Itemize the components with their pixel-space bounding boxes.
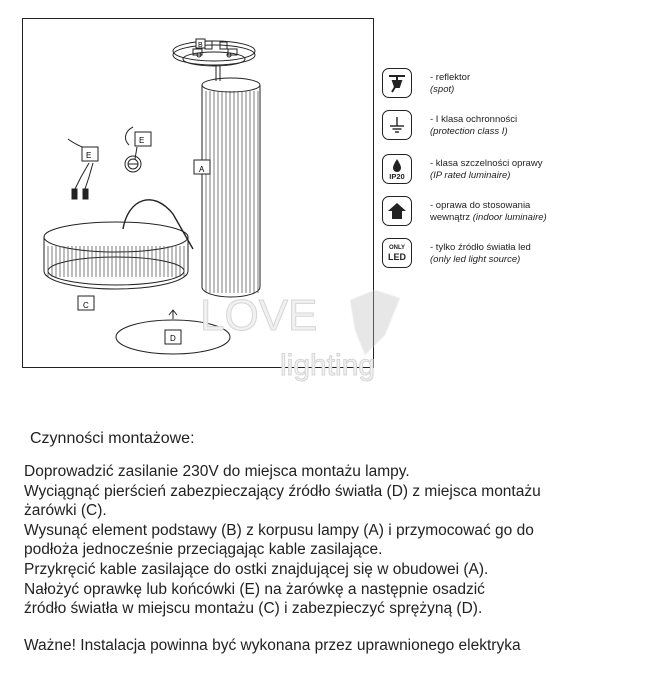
instruction-line: żarówki (C).	[24, 502, 107, 520]
instruction-line: Przykręcić kable zasilające do ostki znajdującej się w obudowei (A).	[24, 560, 489, 578]
label-a: A	[199, 165, 205, 174]
ip20-label: IP20	[389, 172, 405, 181]
connector-e-wires	[68, 139, 98, 199]
important-note: Ważne! Instalacja powinna być wykonana przez uprawnionego elektryka	[24, 636, 521, 654]
instruction-line: podłoża jednocześnie przeciągając kable zasilające.	[24, 541, 383, 559]
legend-led-pl: - tylko źródło światła led	[430, 242, 531, 253]
legend-ip-en: (IP rated luminaire)	[430, 170, 511, 181]
ground-protection-icon	[382, 110, 412, 140]
legend-row-protection	[380, 110, 640, 144]
instruction-line: Nałożyć oprawkę lub końcówki (E) na żarówkę a następnie osadzić	[24, 580, 485, 598]
instruction-line: Wysunąć element podstawy (B) z korpusu lampy (A) i przymocować go do	[24, 521, 534, 539]
label-c: C	[83, 301, 89, 310]
instruction-line: Wyciągnąć pierścień zabezpieczający źródło światła (D) z miejsca montażu	[24, 482, 541, 500]
instructions-heading: Czynności montażowe:	[30, 430, 195, 447]
installation-instructions	[24, 430, 634, 655]
label-d: D	[170, 334, 176, 343]
legend-indoor-en: (indoor luminaire)	[472, 212, 547, 223]
watermark-lighting: lighting	[280, 349, 376, 382]
label-e1: E	[86, 151, 92, 160]
only-led-icon	[382, 238, 412, 268]
legend-indoor-pl: - oprawa do stosowania	[430, 200, 531, 211]
legend-led-en: (only led light source)	[430, 254, 521, 265]
instruction-line: źródło światła w miejscu montażu (C) i zabezpieczyć sprężyną (D).	[24, 600, 483, 618]
label-b: B	[198, 42, 203, 49]
connector-e-socket	[125, 127, 151, 172]
legend-row-spot	[380, 68, 640, 102]
legend-ip-pl: - klasa szczelności oprawy	[430, 158, 543, 169]
instruction-line: Doprowadzić zasilanie 230V do miejsca montażu lampy.	[24, 463, 410, 480]
mounting-base-b	[173, 39, 255, 81]
legend-spot-en: (spot)	[430, 84, 455, 95]
ring-fixture-c	[44, 222, 188, 310]
legend-indoor-pl2: wewnątrz	[430, 212, 471, 223]
only-led-top: ONLY	[388, 244, 406, 251]
label-e2: E	[139, 136, 145, 145]
indoor-house-icon	[382, 196, 412, 226]
legend-row-led	[380, 238, 640, 272]
legend-row-ip	[380, 154, 640, 188]
lamp-body-a	[194, 78, 260, 297]
legend-row-indoor	[380, 196, 640, 230]
only-led-bottom: LED	[388, 251, 406, 262]
legend-protection-pl: - I klasa ochronności	[430, 114, 518, 125]
watermark-love: LOVE	[200, 291, 318, 340]
legend-protection-en: (protection class I)	[430, 126, 508, 137]
spot-reflector-icon	[382, 68, 412, 98]
legend-spot-pl: - reflektor	[430, 72, 471, 83]
love-lighting-watermark	[200, 280, 430, 390]
ip20-drop-icon	[382, 154, 412, 184]
